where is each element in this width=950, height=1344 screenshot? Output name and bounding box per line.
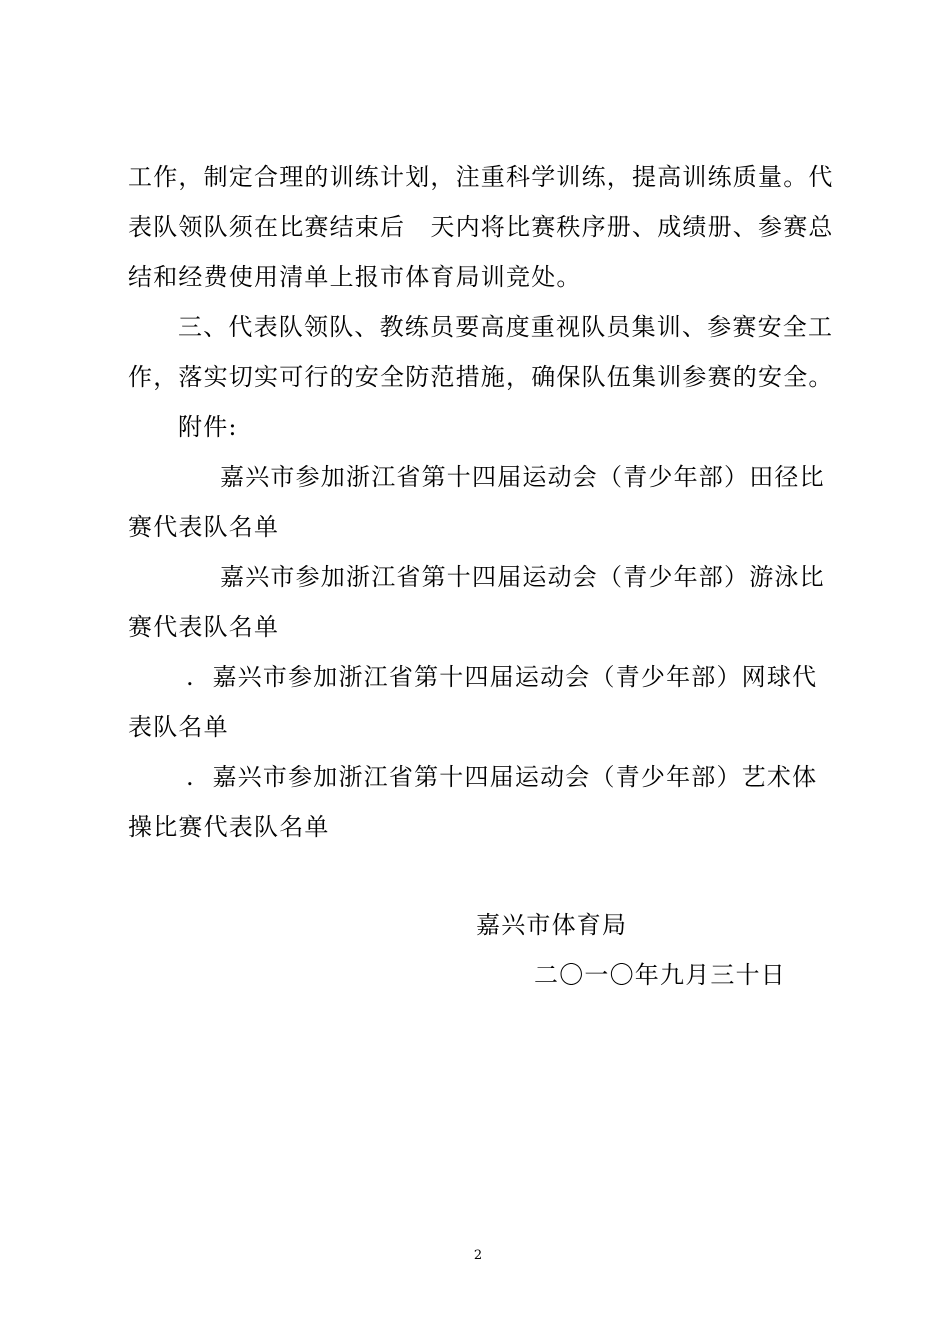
attachment-2-line-2: 赛代表队名单	[128, 613, 280, 641]
paragraph-2-line-1: 三、代表队领队、教练员要高度重视队员集训、参赛安全工	[178, 313, 834, 341]
attachment-1-line-2: 赛代表队名单	[128, 513, 280, 541]
attachment-1-line-1: 嘉兴市参加浙江省第十四届运动会（青少年部）田径比	[220, 463, 825, 491]
attachment-3-line-1: . 嘉兴市参加浙江省第十四届运动会（青少年部）网球代	[186, 663, 818, 691]
attachments-label: 附件:	[178, 413, 238, 441]
attachment-4-line-1: . 嘉兴市参加浙江省第十四届运动会（青少年部）艺术体	[186, 763, 818, 791]
paragraph-1-line-3: 结和经费使用清单上报市体育局训竞处。	[128, 263, 582, 291]
paragraph-2-line-2: 作，落实切实可行的安全防范措施，确保队伍集训参赛的安全。	[128, 363, 834, 391]
attachment-3-line-2: 表队名单	[128, 713, 229, 741]
paragraph-1-line-1: 工作，制定合理的训练计划，注重科学训练，提高训练质量。代	[128, 163, 834, 191]
attachment-4-line-2: 操比赛代表队名单	[128, 813, 330, 841]
attachment-2-line-1: 嘉兴市参加浙江省第十四届运动会（青少年部）游泳比	[220, 563, 825, 591]
page-number: 2	[473, 1248, 483, 1263]
paragraph-1-line-2: 表队领队须在比赛结束后 天内将比赛秩序册、成绩册、参赛总	[128, 213, 834, 241]
signature-organization: 嘉兴市体育局	[476, 911, 628, 939]
signature-date: 二〇一〇年九月三十日	[534, 961, 786, 989]
